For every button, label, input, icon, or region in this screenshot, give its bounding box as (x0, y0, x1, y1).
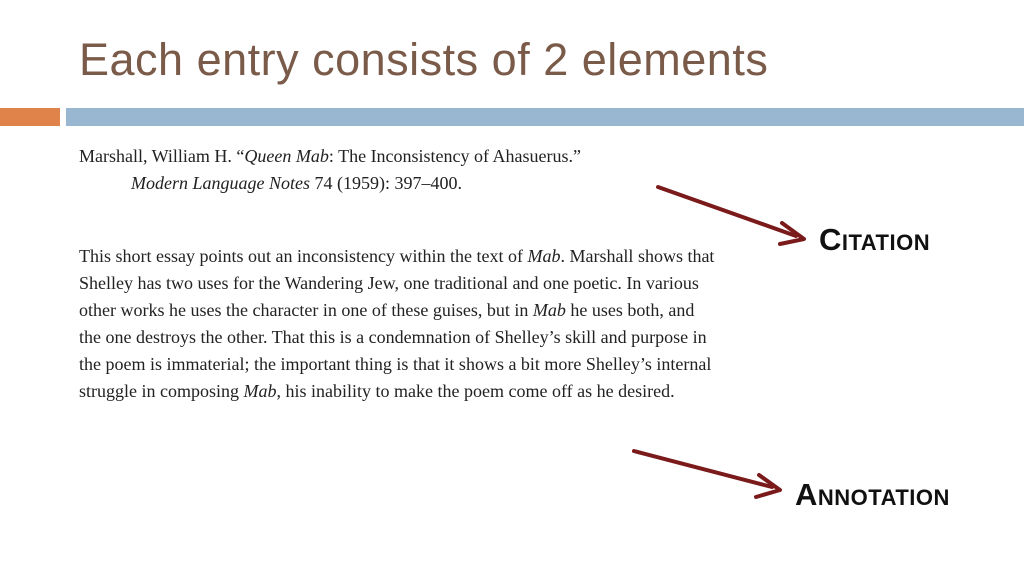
citation-line-2 (79, 170, 719, 197)
citation-details: 74 (1959): 397–400. (310, 173, 462, 193)
annotation-text-3: he uses both, and the one destroys the other. That this is a condemnation of Shelley’s skill and purpose in the poem is immaterial; the important thing is that it shows a bit more Shelley’s internal struggle in composing (79, 300, 712, 401)
citation-journal: Modern Language Notes (131, 173, 310, 193)
citation-subtitle: : The Inconsistency of Ahasuerus.” (328, 146, 582, 166)
annotation-mab-1: Mab (527, 246, 561, 266)
citation-author: Marshall, William H. “ (79, 146, 245, 166)
annotation-label: Annotation (795, 477, 950, 512)
citation-label: Citation (819, 222, 931, 257)
annotation-mab-3: Mab (243, 381, 277, 401)
annotation-arrow-icon (634, 451, 780, 497)
annotation-text-1: This short essay points out an inconsistency within the text of (79, 246, 528, 266)
annotation-paragraph (79, 243, 719, 405)
annotation-text-2: . Marshall shows that Shelley has two uses for the Wandering Jew, one traditional and one poetic. In various other works he uses the character in one of these guises, but in (79, 246, 715, 320)
annotation-mab-2: Mab (532, 300, 566, 320)
citation-work-title: Queen Mab (244, 146, 329, 166)
slide-title: Each entry consists of 2 elements (79, 34, 769, 85)
citation-entry (79, 143, 719, 197)
accent-bar-orange (0, 108, 60, 126)
annotation-text-4: , his inability to make the poem come off as he desired. (276, 381, 675, 401)
accent-bar-blue (66, 108, 1024, 126)
